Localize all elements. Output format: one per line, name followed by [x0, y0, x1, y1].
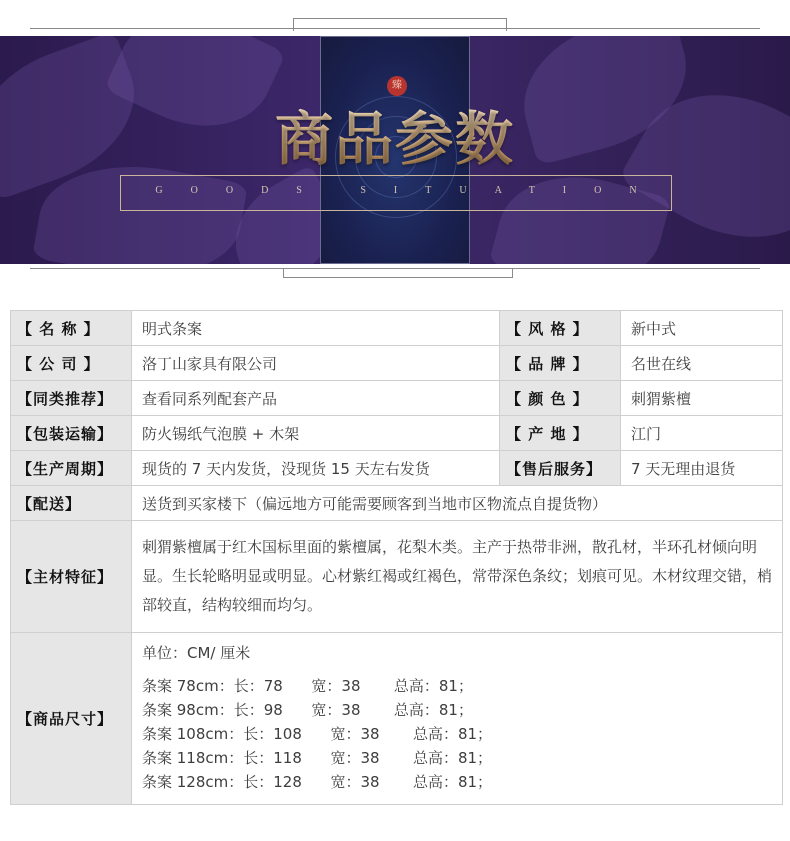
spec-key-color: 【 颜 色 】 [500, 381, 621, 416]
material-description: 刺猬紫檀属于红木国标里面的紫檀属，花梨木类。主产于热带非洲，散孔材，半环孔材倾向明显。生长轮略明显或明显。心材紫红褐或红褐色，常带深色条纹；划痕可见。木材纹理交错，梢部较直，结构较细而均匀。 [142, 538, 773, 614]
size-line: 条案 98cm：长：98 宽：38 总高：81； [142, 700, 473, 719]
spec-key-name: 【 名 称 】 [11, 311, 132, 346]
spec-value-color: 刺猬紫檀 [621, 381, 783, 416]
size-line: 条案 78cm：长：78 宽：38 总高：81； [142, 676, 473, 695]
related-products-link[interactable]: 查看同系列配套产品 [132, 381, 500, 416]
table-row [11, 346, 783, 381]
size-line: 条案 108cm：长：108 宽：38 总高：81； [142, 724, 493, 743]
table-row [11, 311, 783, 346]
spec-value-name: 明式条案 [132, 311, 500, 346]
seal-stamp-icon: 臻 [387, 76, 407, 96]
spec-key-size: 【商品尺寸】 [11, 633, 132, 805]
spec-key-period: 【生产周期】 [11, 451, 132, 486]
section-subtitle: GOODS SITUATION [155, 185, 665, 196]
spec-value-brand: 名世在线 [621, 346, 783, 381]
spec-key-packing: 【包装运输】 [11, 416, 132, 451]
spec-key-delivery: 【配送】 [11, 486, 132, 521]
spec-key-related: 【同类推荐】 [11, 381, 132, 416]
table-row [11, 633, 783, 805]
spec-value-size-cell [132, 633, 783, 805]
spec-value-material-cell [132, 521, 783, 633]
table-row [11, 381, 783, 416]
spec-key-brand: 【 品 牌 】 [500, 346, 621, 381]
spec-key-material: 【主材特征】 [11, 521, 132, 633]
spec-value-origin: 江门 [621, 416, 783, 451]
table-row [11, 416, 783, 451]
table-row [11, 451, 783, 486]
spec-key-style: 【 风 格 】 [500, 311, 621, 346]
spec-value-style: 新中式 [621, 311, 783, 346]
product-spec-table [10, 310, 783, 805]
size-unit: 单位：CM/ 厘米 [142, 643, 251, 662]
spec-value-company: 洛丁山家具有限公司 [132, 346, 500, 381]
spec-key-origin: 【 产 地 】 [500, 416, 621, 451]
spec-key-company: 【 公 司 】 [11, 346, 132, 381]
table-row [11, 486, 783, 521]
spec-value-packing: 防火锡纸气泡膜 + 木架 [132, 416, 500, 451]
spec-value-service: 7 天无理由退货 [621, 451, 783, 486]
section-title: 商品参数 [0, 92, 790, 176]
banner-bottom-bracket [283, 268, 513, 278]
spec-value-delivery: 送货到买家楼下（偏远地方可能需要顾客到当地市区物流点自提货物） [132, 486, 783, 521]
size-list [142, 636, 772, 802]
spec-key-service: 【售后服务】 [500, 451, 621, 486]
size-line: 条案 128cm：长：128 宽：38 总高：81； [142, 772, 493, 791]
subtitle-frame [120, 175, 672, 211]
spec-value-period: 现货的 7 天内发货，没现货 15 天左右发货 [132, 451, 500, 486]
table-row [11, 521, 783, 633]
banner-top-bracket [293, 18, 507, 31]
banner-top-rule [30, 28, 760, 29]
size-line: 条案 118cm：长：118 宽：38 总高：81； [142, 748, 493, 767]
